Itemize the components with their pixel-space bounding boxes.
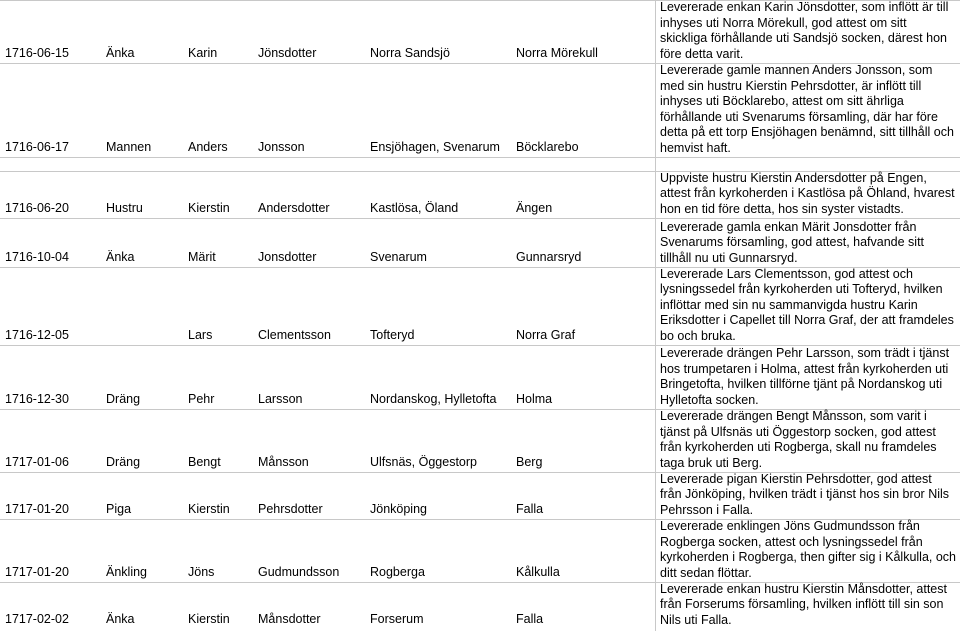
- status-cell: Hustru: [106, 201, 143, 215]
- to-place-cell: Gunnarsryd: [516, 250, 582, 264]
- note-cell: Levererade drängen Pehr Larsson, som trädt i tjänst hos trumpetaren i Holma, attest från kyrkoherden uti Bringetofta, hvilken tillförne tjänt på Nordanskog uti Hylletofta socken.: [660, 346, 950, 407]
- date-cell: 1716-06-17: [5, 140, 69, 154]
- table-row: [0, 345, 960, 409]
- first-name-cell: Jöns: [188, 565, 215, 579]
- from-place-cell: Tofteryd: [370, 328, 415, 342]
- to-place-cell: Ängen: [516, 201, 553, 215]
- status-cell: Änka: [106, 250, 135, 264]
- last-name-cell: Pehrsdotter: [258, 502, 323, 516]
- to-place-cell: Norra Graf: [516, 328, 576, 342]
- to-place-cell: Falla: [516, 612, 544, 626]
- date-cell: 1716-12-05: [5, 328, 69, 342]
- table-row: [0, 63, 960, 157]
- table-row: [0, 267, 960, 345]
- date-cell: 1717-01-06: [5, 455, 69, 469]
- to-place-cell: Böcklarebo: [516, 140, 579, 154]
- to-place-cell: Falla: [516, 502, 544, 516]
- first-name-cell: Kierstin: [188, 502, 230, 516]
- to-place-cell: Holma: [516, 392, 553, 406]
- note-cell: Levererade gamle mannen Anders Jonsson, som med sin hustru Kierstin Pehrsdotter, är inflött till inhyses uti Böcklarebo, attest om sitt ährliga förhållande uti Svenarums församling, där har före detta på ett torp Ensjöhagen benämnd, sitt tillhåll och hemvist haft.: [660, 63, 954, 155]
- last-name-cell: Gudmundsson: [258, 565, 340, 579]
- status-cell: Mannen: [106, 140, 152, 154]
- note-cell: Levererade enklingen Jöns Gudmundsson från Rogberga socken, attest och lysningssedel från kyrkoherden i Rogberga, then gifter sig i Kålkulla, och ditt sedan flöttar.: [660, 519, 956, 580]
- table-row: [0, 519, 960, 582]
- note-cell: Levererade Lars Clementsson, god attest och lysningssedel från kyrkoherden uti Tofteryd, hvilken inflöttar med sin nu sammanvigda hustru Karin Eriksdotter i Capellet till Norra Graf, der att framdeles bo och bruka.: [660, 266, 954, 343]
- table-row: [0, 409, 960, 472]
- last-name-cell: Månsson: [258, 455, 309, 469]
- first-name-cell: Anders: [188, 140, 228, 154]
- first-name-cell: Karin: [188, 46, 218, 60]
- first-name-cell: Kierstin: [188, 612, 230, 626]
- last-name-cell: Jonsdotter: [258, 250, 317, 264]
- from-place-cell: Forserum: [370, 612, 424, 626]
- status-cell: Änka: [106, 612, 135, 626]
- first-name-cell: Pehr: [188, 392, 215, 406]
- note-cell: Levererade enkan Karin Jönsdotter, som inflött är till inhyses uti Norra Mörekull, god attest om sitt skickliga förhållande uti Sandsjö socken, därest hon före detta varit.: [660, 0, 949, 61]
- row-divider: [0, 157, 960, 158]
- status-cell: Dräng: [106, 392, 141, 406]
- date-cell: 1717-01-20: [5, 565, 69, 579]
- first-name-cell: Kierstin: [188, 201, 230, 215]
- to-place-cell: Norra Mörekull: [516, 46, 598, 60]
- note-cell: Levererade enkan hustru Kierstin Månsdotter, attest från Forserums församling, hvilken inflött till sin son Nils uti Falla.: [660, 581, 947, 627]
- table-row: [0, 472, 960, 519]
- to-place-cell: Berg: [516, 455, 543, 469]
- to-place-cell: Kålkulla: [516, 565, 560, 579]
- first-name-cell: Lars: [188, 328, 213, 342]
- date-cell: 1717-02-02: [5, 612, 69, 626]
- table-row: [0, 171, 960, 218]
- table-row: [0, 218, 960, 267]
- last-name-cell: Larsson: [258, 392, 303, 406]
- from-place-cell: Ulfsnäs, Öggestorp: [370, 455, 477, 469]
- date-cell: 1716-10-04: [5, 250, 69, 264]
- date-cell: 1717-01-20: [5, 502, 69, 516]
- status-cell: Änka: [106, 46, 135, 60]
- last-name-cell: Jonsson: [258, 140, 305, 154]
- from-place-cell: Jönköping: [370, 502, 427, 516]
- date-cell: 1716-06-15: [5, 46, 69, 60]
- date-cell: 1716-12-30: [5, 392, 69, 406]
- last-name-cell: Clementsson: [258, 328, 331, 342]
- note-cell: Levererade drängen Bengt Månsson, som varit i tjänst på Ulfsnäs uti Öggestorp socken, god attest från kyrkoherden uti Rogberga, skall nu framdeles taga bruk uti Berg.: [660, 409, 937, 470]
- table-row: [0, 0, 960, 63]
- from-place-cell: Ensjöhagen, Svenarum: [370, 140, 500, 154]
- table-row: [0, 582, 960, 629]
- last-name-cell: Andersdotter: [258, 201, 330, 215]
- from-place-cell: Rogberga: [370, 565, 425, 579]
- last-name-cell: Månsdotter: [258, 612, 321, 626]
- from-place-cell: Svenarum: [370, 250, 427, 264]
- note-cell: Levererade gamla enkan Märit Jonsdotter från Svenarums församling, god attest, hafvande sitt tillhåll nu uti Gunnarsryd.: [660, 219, 925, 265]
- from-place-cell: Norra Sandsjö: [370, 46, 450, 60]
- first-name-cell: Märit: [188, 250, 216, 264]
- status-cell: Dräng: [106, 455, 141, 469]
- status-cell: Piga: [106, 502, 132, 516]
- first-name-cell: Bengt: [188, 455, 221, 469]
- last-name-cell: Jönsdotter: [258, 46, 317, 60]
- date-cell: 1716-06-20: [5, 201, 69, 215]
- from-place-cell: Kastlösa, Öland: [370, 201, 459, 215]
- status-cell: Änkling: [106, 565, 147, 579]
- note-cell: Levererade pigan Kierstin Pehrsdotter, god attest från Jönköping, hvilken trädt i tjänst hos sin bror Nils Pehrsson i Falla.: [660, 471, 950, 517]
- from-place-cell: Nordanskog, Hylletofta: [370, 392, 497, 406]
- note-cell: Uppviste hustru Kierstin Andersdotter på Engen, attest från kyrkoherden i Kastlösa på Öhland, hvarest hon en tid före detta, hos sin syster vistadts.: [660, 170, 955, 216]
